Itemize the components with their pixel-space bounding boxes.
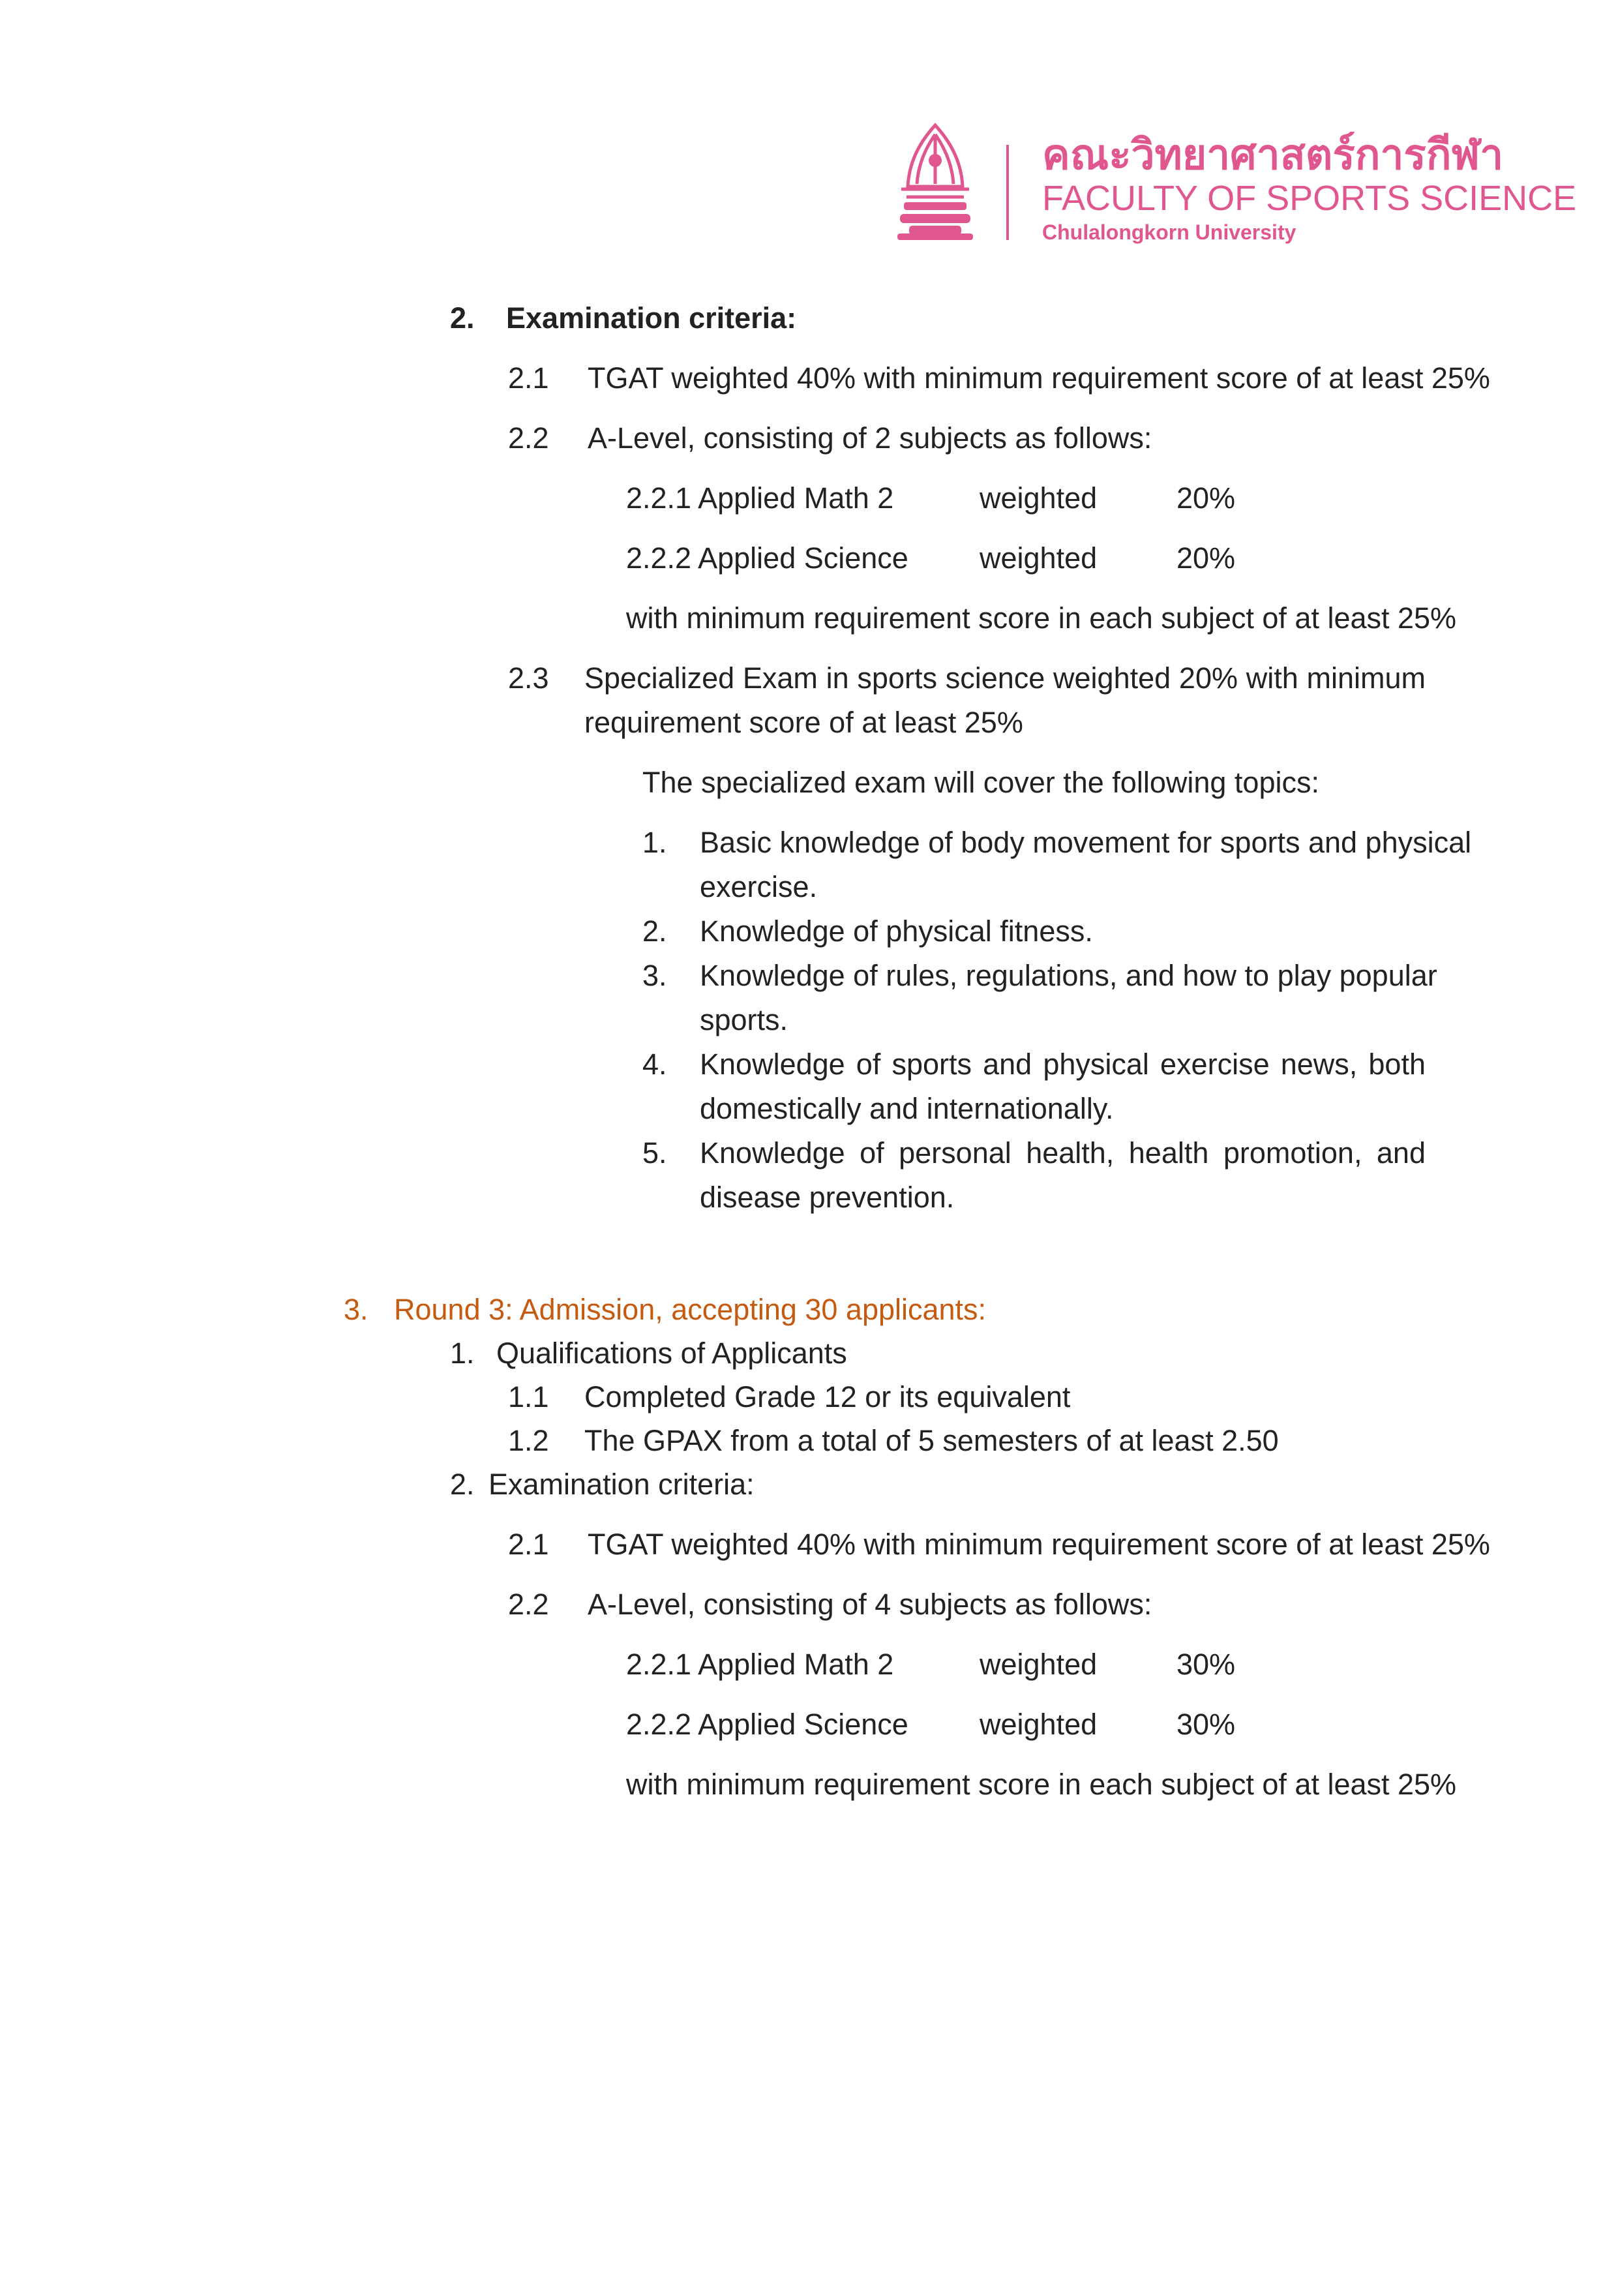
criteria-title: Examination criteria: (488, 1468, 755, 1501)
topic-number: 5. (642, 1136, 667, 1170)
item-2-2-number: 2.2 (508, 421, 549, 455)
subject-row-label: weighted (980, 1708, 1098, 1741)
topic-line: exercise. (700, 870, 818, 903)
faculty-name-thai: คณะวิทยาศาสตร์การกีฬา (1042, 131, 1504, 178)
qualification-text: Completed Grade 12 or its equivalent (584, 1380, 1071, 1413)
qualifications-title: Qualifications of Applicants (496, 1337, 847, 1370)
item-2-3-text (584, 656, 1426, 745)
subject-row-name: 2.2.2 Applied Science (626, 1708, 908, 1741)
qualification-text: The GPAX from a total of 5 semesters of at least 2.50 (584, 1424, 1279, 1457)
subject-row-weight: 30% (1176, 1648, 1236, 1681)
topic-line: Knowledge of physical fitness. (700, 914, 1093, 948)
subject-row-weight: 20% (1176, 481, 1236, 515)
item-2-1-text: TGAT weighted 40% with minimum requirement score of at least 25% (588, 361, 1490, 395)
qualifications-number: 1. (450, 1337, 475, 1370)
subject-row-name: 2.2.2 Applied Science (626, 541, 908, 575)
logo-divider (1006, 145, 1009, 240)
round-3-number: 3. (344, 1293, 368, 1326)
criteria-item-2-2-text: A-Level, consisting of 4 subjects as follows: (588, 1588, 1152, 1621)
topic-number: 1. (642, 826, 667, 859)
subject-row-weight: 20% (1176, 541, 1236, 575)
qualification-number: 1.1 (508, 1380, 549, 1413)
item-2-3-number: 2.3 (508, 661, 549, 695)
criteria-number: 2. (450, 1468, 475, 1501)
criteria-item-2-1-text: TGAT weighted 40% with minimum requirement score of at least 25% (588, 1528, 1490, 1561)
topic-number: 4. (642, 1048, 667, 1081)
subject-row-name: 2.2.1 Applied Math 2 (626, 481, 894, 515)
topic-item (700, 821, 1472, 909)
item-2-3-line: requirement score of at least 25% (584, 706, 1023, 739)
topic-line: Basic knowledge of body movement for sports and physical (700, 826, 1472, 859)
topic-item (700, 1042, 1426, 1131)
subject-row-label: weighted (980, 481, 1098, 515)
topic-number: 2. (642, 914, 667, 948)
faculty-name-english: FACULTY OF SPORTS SCIENCE (1042, 179, 1577, 218)
topic-item (700, 1131, 1426, 1220)
item-2-2-note: with minimum requirement score in each subject of at least 25% (626, 601, 1457, 635)
item-2-2-text: A-Level, consisting of 2 subjects as follows: (588, 421, 1152, 455)
subject-row-weight: 30% (1176, 1708, 1236, 1741)
topic-item (700, 954, 1437, 1042)
topic-item (700, 909, 1426, 954)
item-2-1-number: 2.1 (508, 361, 549, 395)
subject-row-name: 2.2.1 Applied Math 2 (626, 1648, 894, 1681)
subject-row-label: weighted (980, 541, 1098, 575)
university-name: Chulalongkorn University (1042, 220, 1296, 244)
qualification-number: 1.2 (508, 1424, 549, 1457)
criteria-item-2-1-number: 2.1 (508, 1528, 549, 1561)
chula-emblem-icon (895, 121, 976, 243)
round-3-title: Round 3: Admission, accepting 30 applicants: (394, 1293, 987, 1326)
section-2-title: Examination criteria: (506, 301, 797, 335)
subject-row-label: weighted (980, 1648, 1098, 1681)
criteria-item-2-2-note: with minimum requirement score in each subject of at least 25% (626, 1768, 1457, 1801)
section-2-number: 2. (450, 301, 475, 335)
topic-line: Knowledge of rules, regulations, and how to play popular (700, 959, 1437, 992)
topic-line: disease prevention. (700, 1181, 955, 1214)
topics-intro: The specialized exam will cover the following topics: (642, 766, 1319, 799)
topic-number: 3. (642, 959, 667, 992)
criteria-item-2-2-number: 2.2 (508, 1588, 549, 1621)
topic-line: Knowledge of sports and physical exercise news, both (700, 1048, 1426, 1081)
topic-line: Knowledge of personal health, health promotion, and (700, 1136, 1426, 1170)
topic-line: sports. (700, 1003, 788, 1036)
topic-line: domestically and internationally. (700, 1092, 1114, 1125)
item-2-3-line: Specialized Exam in sports science weighted 20% with minimum (584, 661, 1426, 695)
